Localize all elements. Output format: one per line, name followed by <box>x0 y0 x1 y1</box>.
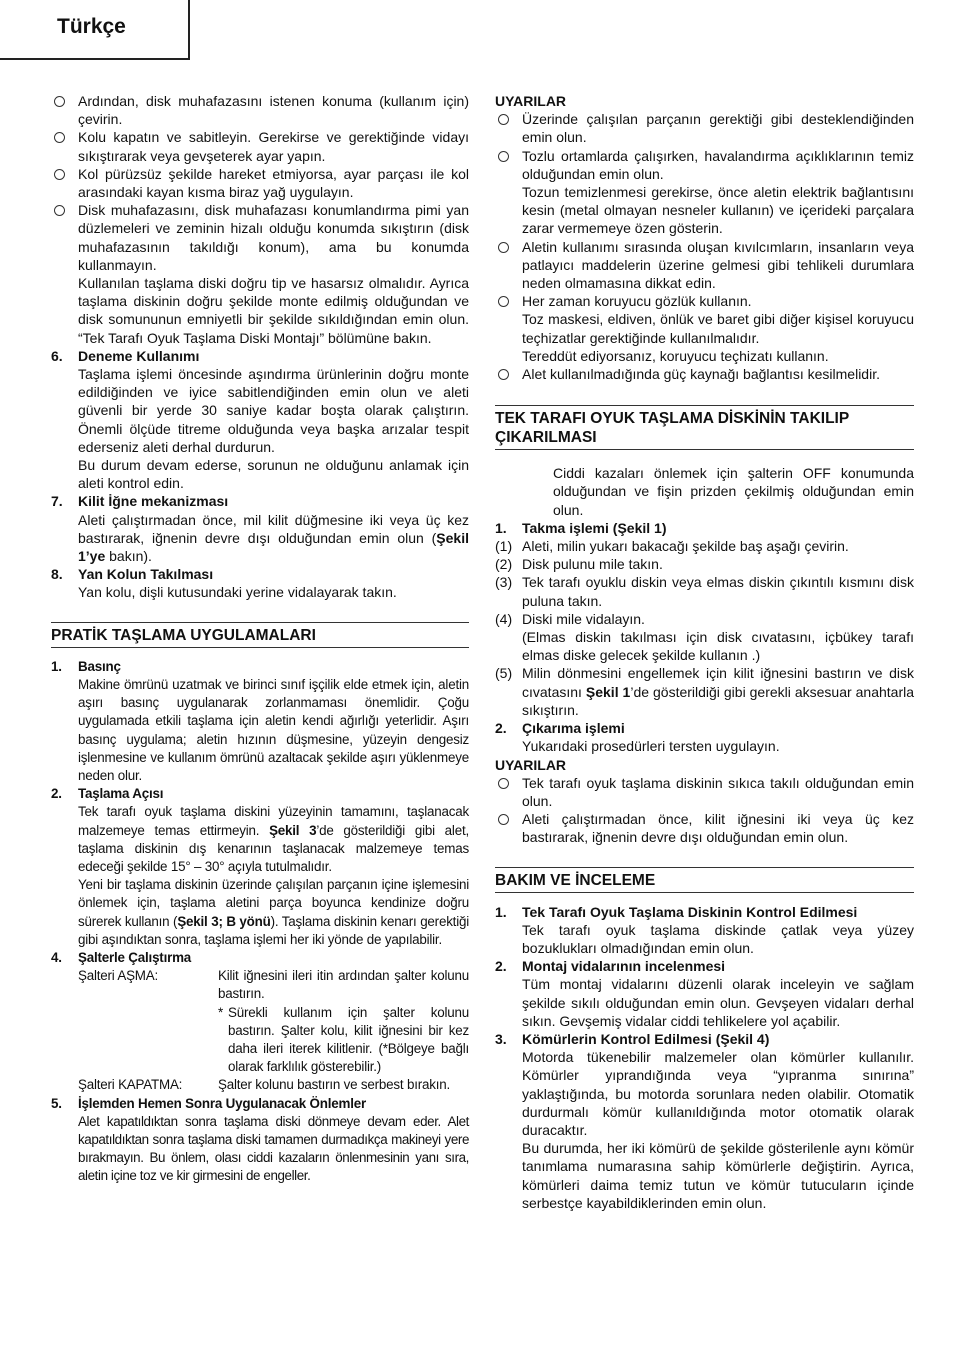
list-item: Kol pürüzsüz şekilde hareket etmiyorsa, ayar parçası ile kol arasındaki kayan kısma biraz yağ uygulayın. <box>51 165 469 201</box>
list-item: Kolu kapatın ve sabitleyin. Gerekirse ve gerektiğinde vidayı sıkıştırarak veya gevşeterek ayar yapın. <box>51 128 469 164</box>
figure-reference: Şekil 3; B yönü <box>177 913 271 929</box>
paragraph: Kullanılan taşlama diski doğru tip ve hasarsız olmalıdır. Ayrıca taşlama diskinin doğru şekilde monte edilmiş olduğundan ve disk somununun emniyetli bir şekilde sıkıldığından emin olun. “Tek Tarafı Oyuk Taşlama Diski Montajı” bölümüne bakın. <box>78 275 469 346</box>
figure-reference: Şekil 3 <box>269 822 317 838</box>
step-item <box>495 664 914 719</box>
list-item: Aleti çalıştırmadan önce, kilit iğnesini iki veya üç kez bastırarak, iğnenin devre dışı olduğundan emin olun. <box>495 810 914 846</box>
safety-note: Ciddi kazaları önlemek için şalterin OFF konumunda olduğundan ve fişin prizden çekilmiş olduğundan emin olun. <box>553 465 914 518</box>
numbered-heading <box>51 492 469 510</box>
paragraph: Tek tarafı oyuk taşlama diskinde çatlak veya yüzey bozuklukları olmadığından emin olun. <box>522 921 914 956</box>
language-label: Türkçe <box>57 15 126 38</box>
right-column <box>495 92 914 1212</box>
switch-on-row <box>51 967 469 1076</box>
item-number: 3. <box>495 1030 507 1047</box>
section-title: PRATİK TAŞLAMA UYGULAMALARI <box>51 622 469 648</box>
list-item: Her zaman koruyucu gözlük kullanın. <box>495 292 914 310</box>
footnote <box>218 1004 469 1077</box>
item-title: Kilit İğne mekanizması <box>78 493 229 510</box>
numbered-heading <box>495 519 914 537</box>
section-title: BAKIM VE İNCELEME <box>495 867 914 893</box>
step-text: Tek tarafı oyuklu diskin veya elmas diskin çıkıntılı kısmını disk puluna takın. <box>522 574 914 609</box>
item-title: Yan Kolun Takılması <box>78 566 214 583</box>
text-run: bakın). <box>105 548 152 565</box>
switch-on-text: Kilit iğnesini ileri itin ardından şalter kolunu bastırın. <box>218 968 469 1002</box>
list-item: Aletin kullanımı sırasında oluşan kıvılcımların, insanların veya patlayıcı maddelerin üzerine gelmesi gibi tehlikeli durumlara neden olmamasına dikkat edin. <box>495 238 914 293</box>
item-title: Taşlama Açısı <box>78 786 164 802</box>
numbered-heading <box>495 1030 914 1048</box>
switch-off-label: Şalteri KAPATMA: <box>78 1077 183 1093</box>
numbered-heading <box>51 785 469 803</box>
paragraph: Toz maskesi, eldiven, önlük ve baret gibi diğer kişisel koruyucu teçhizatlar gerektiğinde kullanılmalıdır. <box>522 311 914 346</box>
numbered-heading <box>51 565 469 583</box>
warnings-label: UYARILAR <box>495 93 567 109</box>
paragraph <box>51 803 469 876</box>
paragraph <box>51 876 469 949</box>
switch-on-label: Şalteri AŞMA: <box>78 968 159 984</box>
numbered-heading <box>51 347 469 365</box>
list-item: Tek tarafı oyuk taşlama diskinin sıkıca takılı olduğundan emin olun. <box>495 774 914 810</box>
paragraph: Yukarıdaki prosedürleri tersten uygulayın. <box>522 738 780 755</box>
language-tab <box>0 0 190 60</box>
item-title: İşlemden Hemen Sonra Uygulanacak Önlemler <box>78 1095 366 1111</box>
item-number: 1. <box>495 903 507 920</box>
figure-reference: Şekil 1 <box>585 683 631 700</box>
item-title: Tek Tarafı Oyuk Taşlama Diskinin Kontrol Edilmesi <box>522 903 858 920</box>
step-number: (1) <box>495 538 513 555</box>
asterisk: * <box>218 1004 224 1020</box>
list-item: Alet kullanılmadığında güç kaynağı bağlantısı kesilmelidir. <box>495 365 914 383</box>
paragraph: Yan kolu, dişli kutusundaki yerine vidalayarak takın. <box>78 584 397 601</box>
item-number: 1. <box>51 658 62 674</box>
item-number: 2. <box>51 786 62 802</box>
paragraph: Alet kapatıldıktan sonra taşlama diski dönmeye devam eder. Alet kapatıldıktan sonra taşlama diski tamamen durmadıkça makineyi yere bırakmayın. Bu önlem, olası ciddi kazaların önlenmesinin yanı sıra, aletin içine toz ve kir girmesini de engeller. <box>78 1113 469 1184</box>
switch-off-text: Şalter kolunu bastırın ve serbest bırakın. <box>218 1077 451 1093</box>
figure-reference: Şekil 1’ye <box>78 529 469 565</box>
item-number: 5. <box>51 1095 62 1111</box>
numbered-heading <box>495 957 914 975</box>
paragraph: (Elmas diskin takılması için disk cıvatasını, içbükey tarafı elmas diske gelecek şekilde kullanın .) <box>522 629 914 664</box>
list-item: Üzerinde çalışılan parçanın gerektiği gibi desteklendiğinden emin olun. <box>495 110 914 146</box>
section-title: TEK TARAFI OYUK TAŞLAMA DİSKİNİN TAKILIP ÇIKARILMASI <box>495 405 914 450</box>
footnote-text: Sürekli kullanım için şalter kolunu bastırın. Şalter kolu, kilit iğnesini bir kez daha ileri iterek kilitlenir. (*Bölgeye bağlı olarak farklılık gösterebilir.) <box>228 1004 469 1075</box>
text-run: ). Taşlama diskinin kenarı gerektiği gibi aşındıktan sonra, taşlama işlemi her iki yönde de yapılabilir. <box>78 913 470 947</box>
paragraph: Tozun temizlenmesi gerekirse, önce aletin elektrik bağlantısını kesin (metal olmayan nesneler kullanın) ve içerideki parçalara zarar vermemeye özen gösterin. <box>522 184 914 237</box>
item-title: Şalterle Çalıştırma <box>78 949 192 965</box>
item-number: 6. <box>51 347 63 364</box>
list-item: Ardından, disk muhafazasını istenen konuma (kullanım için) çevirin. <box>51 92 469 128</box>
step-number: (3) <box>495 574 513 591</box>
paragraph: Tüm montaj vidalarını düzenli olarak inceleyin ve sağlam şekilde sıkılı olduğundan emin olun. Gevşeyen vidaları derhal sıkın. Gevşemiş vidalar ciddi tehlikelere yol açabilir. <box>522 976 914 1029</box>
item-number: 2. <box>495 720 507 737</box>
paragraph: Motorda tükenebilir malzemeler olan kömürler kullanılır. Kömürler yıprandığında veya “yıpranma sınırına” yaklaştığında, bu motorda sorunlara neden olabilir. Otomatik durdurmalı kömür kullanıldığında motor otomatik olarak duracaktır. <box>522 1049 914 1138</box>
list-item: Tozlu ortamlarda çalışırken, havalandırma açıklıklarının temiz olduğundan emin olun. <box>495 147 914 183</box>
text-run: Tek tarafı oyuk taşlama diskini yüzeyinin tamamını, taşlanacak malzemeye temas ettirmeyin. <box>78 804 469 838</box>
item-number: 2. <box>495 958 507 975</box>
step-text: Aleti, milin yukarı bakacağı şekilde baş aşağı çevirin. <box>522 538 849 555</box>
paragraph: Makine ömrünü uzatmak ve birinci sınıf işçilik elde etmek için, aletin aşırı basınç uygulanarak zorlanmaması önemlidir. Çoğu uygulamada etkili taşlama için aletin kendi ağırlığı yeterlidir. Aşırı basınç uygulama; aletin hızının düşmesine, yüzeyin dengesiz işlenmesine ve kullanım ömrünü azaltacak şekilde aşırı yüklenmeye neden olur. <box>78 676 469 783</box>
step-number: (5) <box>495 665 513 682</box>
numbered-heading <box>51 658 469 676</box>
step-item <box>495 573 914 609</box>
warnings-label: UYARILAR <box>495 756 567 773</box>
step-item <box>495 610 914 628</box>
step-number: (2) <box>495 556 513 573</box>
step-text: Milin dönmesini engellemek için kilit iğnesini bastırın ve disk cıvatasını <box>522 665 914 700</box>
text-run: Aleti çalıştırmadan önce, mil kilit düğmesine iki veya üç kez bastırarak, iğnenin devre dışı olduğundan emin olun ( <box>78 511 469 546</box>
paragraph: Bu durumda, her iki kömürü de şekilde gösterilenle aynı kömür tanımlama numarasına sahip kömürlerle değiştirin. Ayrıca, kömürleri daima temiz tutun ve kömür tutucuların içinde serbestçe kayabildiklerinden emin olun. <box>522 1140 914 1211</box>
text-run: Yeni bir taşlama diskinin üzerinde çalışılan parçanın içine işlemesini önlemek için, taşlama aletini parça boyunca kendinize doğru sürerek kullanın ( <box>78 877 469 929</box>
item-number: 7. <box>51 493 63 510</box>
paragraph: Taşlama işlemi öncesinde aşındırma ürünlerinin doğru monte edildiğinden ve iyice sabitlendiğinden emin olun ve aleti güvenli bir yerde 30 saniye kadar boşta olarak çalıştırın. Önemli ölçüde titreme olduğunda veya başka arızalar tespit ederseniz aleti derhal durdurun. <box>78 366 469 455</box>
item-title: Kömürlerin Kontrol Edilmesi (Şekil 4) <box>522 1030 770 1047</box>
numbered-heading <box>495 903 914 921</box>
numbered-heading <box>495 719 914 737</box>
step-item <box>495 555 914 573</box>
list-item: Disk muhafazasını, disk muhafazası konumlandırma pimi yan düzlemeleri ve zeminin hizalı olduğu konumda sıkıştırın (disk muhafazasının takıldığı konum), ama bu konumda kullanmayın. <box>51 201 469 274</box>
item-title: Çıkarıma işlemi <box>522 720 625 737</box>
item-number: 4. <box>51 949 62 965</box>
numbered-heading <box>51 1095 469 1113</box>
paragraph <box>51 511 469 566</box>
numbered-heading <box>51 949 469 967</box>
item-title: Basınç <box>78 658 121 674</box>
switch-off-row <box>51 1076 469 1094</box>
item-title: Takma işlemi (Şekil 1) <box>522 519 667 536</box>
item-number: 8. <box>51 566 63 583</box>
switch-on-desc <box>218 967 469 1076</box>
paragraph: Bu durum devam ederse, sorunun ne olduğunu anlamak için aleti kontrol edin. <box>78 457 469 492</box>
item-number: 1. <box>495 519 507 536</box>
step-text: Disk pulunu mile takın. <box>522 556 663 573</box>
step-number: (4) <box>495 610 513 627</box>
left-column <box>51 92 469 1186</box>
item-title: Montaj vidalarının incelenmesi <box>522 958 726 975</box>
item-title: Deneme Kullanımı <box>78 347 200 364</box>
step-text: ’de gösterildiği gibi gerekli aksesuar anahtarla sıkıştırın. <box>522 683 914 718</box>
step-text: Diski mile vidalayın. <box>522 610 645 627</box>
paragraph: Tereddüt ediyorsanız, koruyucu teçhizatı kullanın. <box>522 347 829 364</box>
text-run: ’de gösterildiği gibi alet, taşlama diskinin dış kenarının taşlanacak malzemeye temas edeceği şekilde 15° – 30° açıyla tutulmalıdır. <box>78 822 469 874</box>
step-item <box>495 537 914 555</box>
